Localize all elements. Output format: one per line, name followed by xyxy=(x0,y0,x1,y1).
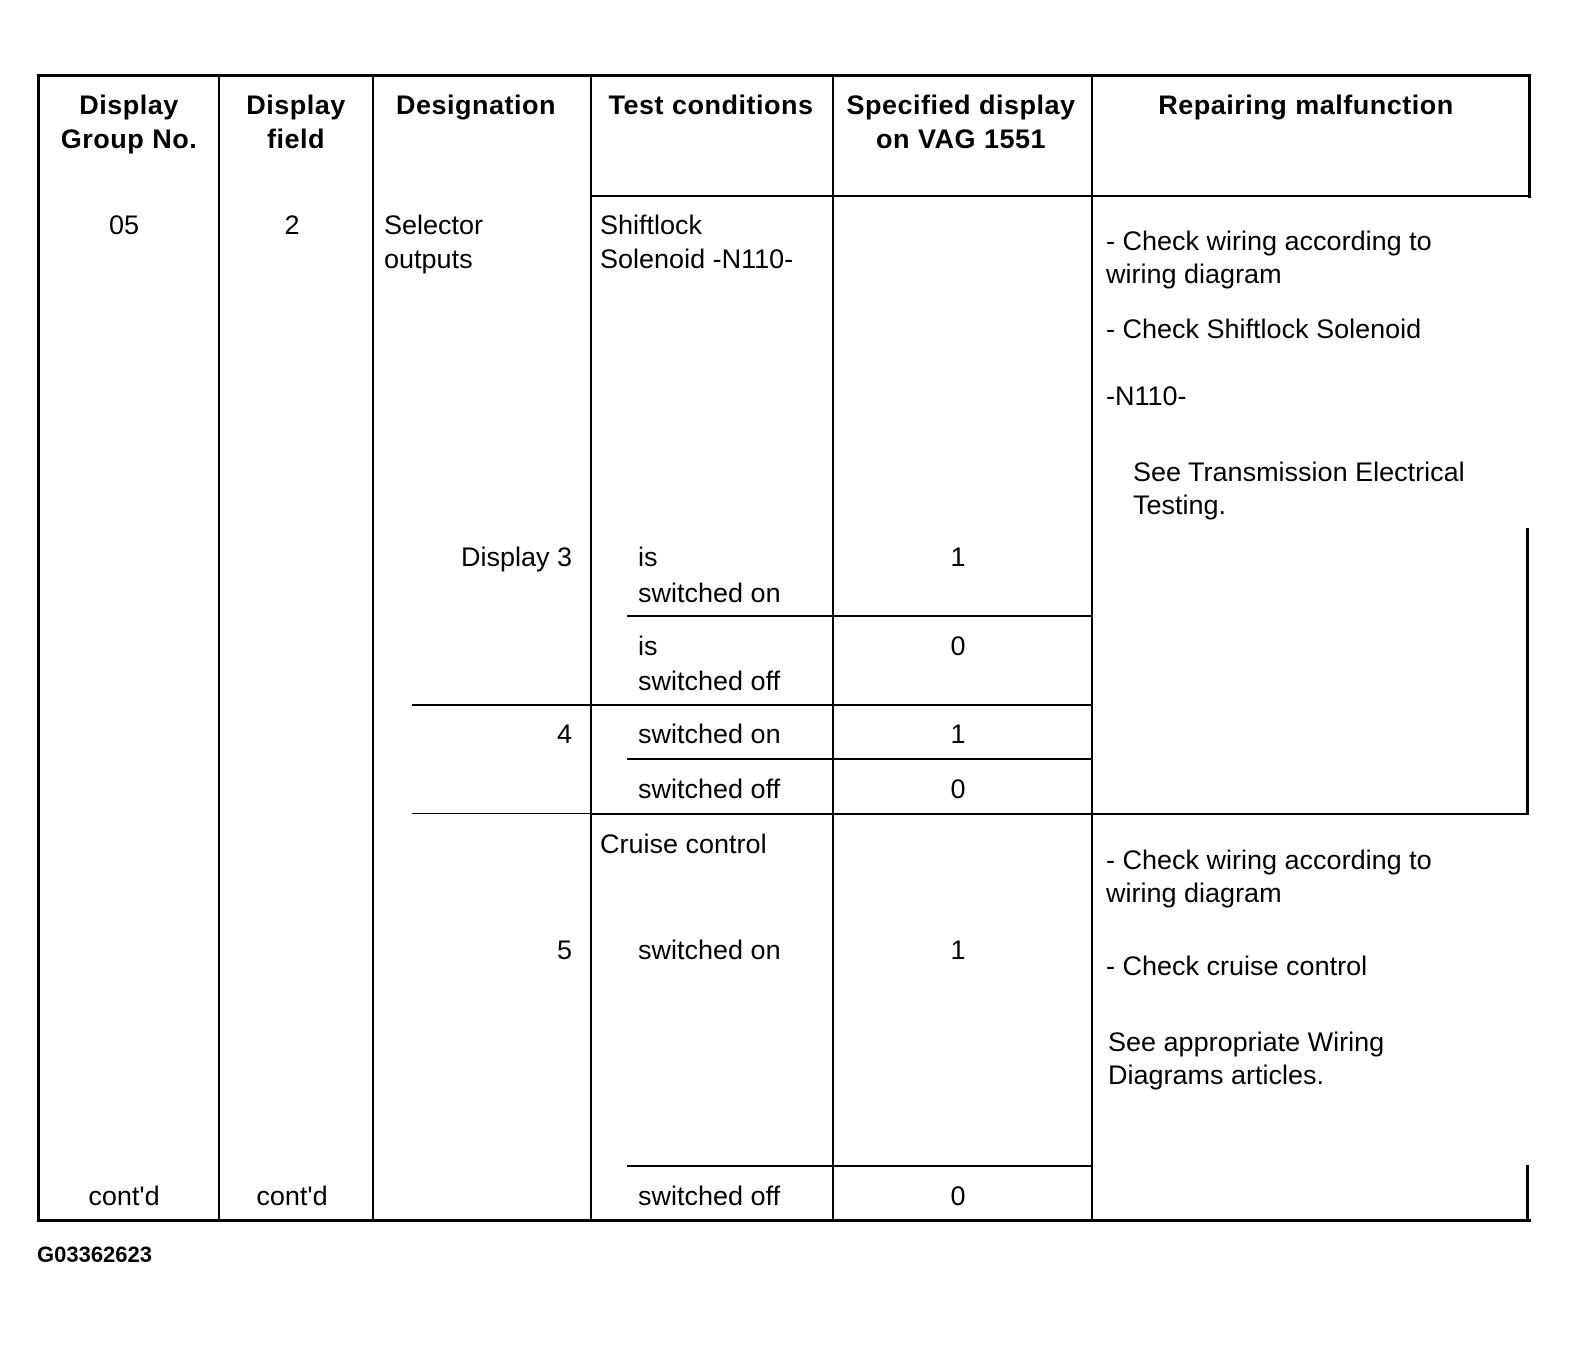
display-4-label: 4 xyxy=(556,719,572,749)
header-display-field: Display field xyxy=(246,90,346,154)
is-on-value: 1 xyxy=(950,542,966,572)
cruise-repair-2: - Check cruise control xyxy=(1106,951,1368,981)
shiftlock-repair-2: - Check Shiftlock Solenoid xyxy=(1106,314,1422,344)
rule-is-off xyxy=(627,615,1092,617)
shiftlock-title-line2: Solenoid -N110- xyxy=(600,244,794,274)
table-right-border-top xyxy=(1528,74,1531,198)
rule-display-5 xyxy=(412,813,592,814)
is-on-line1: is xyxy=(638,542,658,572)
shiftlock-repair-1-line2: wiring diagram xyxy=(1106,259,1282,289)
d4-switched-off: switched off xyxy=(638,774,781,804)
header-repairing-malfunction: Repairing malfunction xyxy=(1158,90,1454,120)
shiftlock-title-line1: Shiftlock xyxy=(600,210,703,240)
rule-d4-off xyxy=(627,758,1092,760)
cruise-repair-3-line2: Diagrams articles. xyxy=(1108,1060,1325,1090)
rule-display-5b xyxy=(590,813,1529,815)
field-number: 2 xyxy=(284,210,300,240)
designation-line1: Selector xyxy=(384,210,484,240)
cruise-switched-off: switched off xyxy=(638,1181,781,1211)
rule-display-4 xyxy=(412,704,1092,706)
cruise-switched-on: switched on xyxy=(638,935,781,965)
rule-cruise-off xyxy=(627,1165,1092,1167)
header-specified-display: Specified display on VAG 1551 xyxy=(846,90,1076,154)
table-top-border xyxy=(37,74,1531,77)
is-off-value: 0 xyxy=(950,631,966,661)
display-3-label: Display 3 xyxy=(460,542,572,572)
cruise-on-value: 1 xyxy=(950,935,966,965)
cruise-repair-1-line1: - Check wiring according to xyxy=(1106,845,1432,875)
header-divider xyxy=(590,195,1531,197)
designation-line2: outputs xyxy=(384,244,473,274)
col-divider-2 xyxy=(372,74,374,1222)
col-divider-3 xyxy=(590,74,592,1222)
col-divider-1 xyxy=(218,74,220,1222)
header-display-group-no: Display Group No. xyxy=(60,90,198,154)
contd-field: cont'd xyxy=(256,1181,328,1211)
table-bottom-border xyxy=(37,1219,1531,1222)
is-off-line1: is xyxy=(638,631,658,661)
group-number: 05 xyxy=(108,210,140,240)
shiftlock-repair-4-line2: Testing. xyxy=(1133,490,1227,520)
shiftlock-repair-4-line1: See Transmission Electrical xyxy=(1133,457,1465,487)
cruise-title: Cruise control xyxy=(600,829,767,859)
header-designation: Designation xyxy=(395,90,556,120)
table-right-border-mid xyxy=(1526,528,1529,814)
figure-id: G03362623 xyxy=(37,1242,152,1267)
cruise-repair-3-line1: See appropriate Wiring xyxy=(1108,1027,1385,1057)
shiftlock-repair-3: -N110- xyxy=(1106,381,1187,411)
header-test-conditions: Test conditions xyxy=(608,90,814,120)
d4-on-value: 1 xyxy=(950,719,966,749)
table-right-border-bottom xyxy=(1526,1165,1529,1222)
display-5-label: 5 xyxy=(556,935,572,965)
d4-off-value: 0 xyxy=(950,774,966,804)
cruise-repair-1-line2: wiring diagram xyxy=(1106,878,1282,908)
is-off-line2: switched off xyxy=(638,666,781,696)
table-left-border xyxy=(37,74,40,1222)
is-on-line2: switched on xyxy=(638,578,781,608)
col-divider-5 xyxy=(1091,74,1093,1222)
d4-switched-on: switched on xyxy=(638,719,781,749)
contd-group: cont'd xyxy=(88,1181,160,1211)
cruise-off-value: 0 xyxy=(950,1181,966,1211)
shiftlock-repair-1-line1: - Check wiring according to xyxy=(1106,226,1432,256)
